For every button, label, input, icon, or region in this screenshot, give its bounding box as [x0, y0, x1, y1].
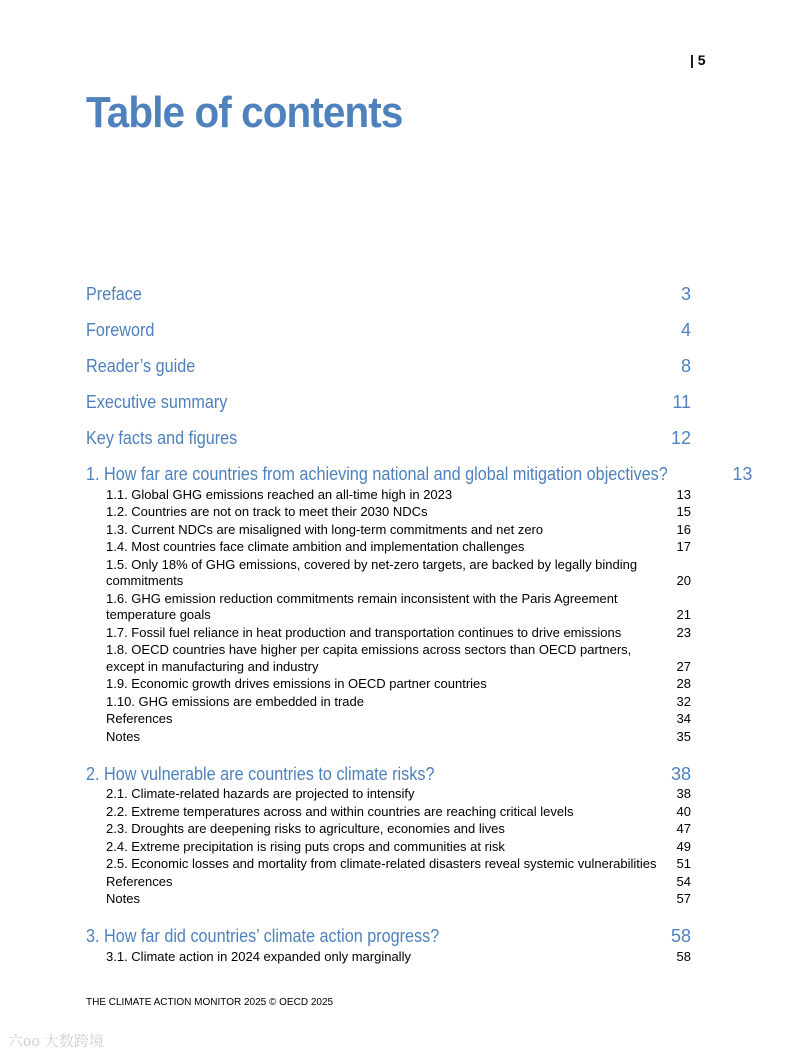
watermark: 六oo 大数跨境 — [8, 1033, 104, 1050]
section-entry[interactable] — [106, 786, 691, 804]
section-entry[interactable] — [106, 873, 691, 891]
section-page: 32 — [676, 693, 691, 709]
section-list — [86, 486, 691, 746]
toc-main-entries — [86, 280, 691, 460]
chapter-heading[interactable] — [86, 760, 691, 786]
section-entry[interactable] — [106, 948, 691, 966]
section-label: 2.5. Economic losses and mortality from climate-related disasters reveal systemic vulnerabilities — [106, 856, 657, 871]
toc-chapter — [86, 922, 691, 966]
section-page: 40 — [676, 803, 691, 819]
chapter-page: 13 — [732, 464, 753, 484]
section-page: 20 — [676, 573, 691, 588]
section-page: 35 — [676, 728, 691, 744]
section-entry[interactable] — [106, 803, 691, 821]
section-label: 1.1. Global GHG emissions reached an all-time high in 2023 — [106, 486, 453, 502]
toc-entry-page: 11 — [672, 392, 691, 412]
toc-chapter — [86, 760, 691, 909]
toc-entry-label: Reader’s guide — [86, 356, 196, 376]
section-entry[interactable] — [106, 891, 691, 909]
section-label: 3.1. Climate action in 2024 expanded only marginally — [106, 948, 411, 964]
section-label: 1.7. Fossil fuel reliance in heat production and transportation continues to drive emissions — [106, 624, 622, 640]
section-label: 1.9. Economic growth drives emissions in OECD partner countries — [106, 676, 487, 691]
section-entry[interactable] — [106, 504, 691, 522]
section-label: 1.8. OECD countries have higher per capita emissions across sectors than OECD partners, except in manufacturing and industry — [106, 642, 632, 674]
section-entry[interactable] — [106, 838, 691, 856]
section-page: 15 — [676, 504, 691, 519]
section-page: 54 — [676, 873, 691, 889]
section-page: 49 — [676, 838, 691, 854]
section-label: 2.4. Extreme precipitation is rising puts crops and communities at risk — [106, 838, 505, 854]
section-page: 34 — [676, 711, 691, 726]
toc-entry-label: Preface — [86, 284, 142, 304]
section-label: 1.2. Countries are not on track to meet their 2030 NDCs — [106, 504, 428, 519]
section-label: 2.3. Droughts are deepening risks to agriculture, economies and lives — [106, 821, 505, 836]
chapter-label: 1. How far are countries from achieving national and global mitigation objectives? — [86, 464, 668, 484]
section-entry[interactable] — [106, 676, 691, 694]
section-entry[interactable] — [106, 624, 691, 642]
section-page: 13 — [676, 486, 691, 502]
section-label: 1.3. Current NDCs are misaligned with long-term commitments and net zero — [106, 521, 544, 537]
section-entry[interactable] — [106, 521, 691, 539]
section-entry[interactable] — [106, 486, 691, 504]
toc-entry-page: 12 — [670, 428, 691, 448]
footer: THE CLIMATE ACTION MONITOR 2025 © OECD 2025 — [86, 997, 334, 1008]
toc-entry-page: 8 — [680, 356, 691, 376]
toc-entry[interactable] — [86, 424, 691, 460]
section-label: 1.5. Only 18% of GHG emissions, covered by net-zero targets, are backed by legally binding commitments — [106, 556, 638, 588]
section-entry[interactable] — [106, 821, 691, 839]
toc-entry-page: 4 — [680, 320, 691, 340]
section-list — [86, 786, 691, 909]
section-page: 57 — [676, 891, 691, 906]
chapter-page: 58 — [670, 926, 691, 946]
toc-entry-label: Executive summary — [86, 392, 228, 412]
table-of-contents — [86, 280, 753, 980]
section-page: 58 — [676, 948, 691, 964]
section-page: 17 — [676, 539, 691, 554]
section-page: 21 — [676, 607, 691, 622]
section-label: 1.4. Most countries face climate ambition and implementation challenges — [106, 539, 525, 554]
chapter-page: 38 — [670, 763, 691, 784]
section-entry[interactable] — [106, 556, 691, 590]
section-entry[interactable] — [106, 590, 691, 624]
section-page: 28 — [676, 676, 691, 691]
section-label: 1.10. GHG emissions are embedded in trade — [106, 693, 364, 709]
section-page: 16 — [676, 521, 691, 537]
chapter-heading[interactable] — [86, 922, 691, 948]
section-label: References — [106, 711, 173, 726]
section-label: 2.2. Extreme temperatures across and within countries are reaching critical levels — [106, 803, 574, 819]
chapter-heading[interactable] — [86, 460, 753, 486]
section-page: 23 — [676, 624, 691, 640]
toc-entry[interactable] — [86, 388, 691, 424]
section-label: References — [106, 873, 173, 889]
section-entry[interactable] — [106, 711, 691, 729]
toc-entry[interactable] — [86, 352, 691, 388]
section-page: 27 — [676, 658, 691, 674]
section-entry[interactable] — [106, 642, 691, 676]
chapter-label: 3. How far did countries’ climate action progress? — [86, 926, 440, 946]
toc-entry-page: 3 — [680, 284, 691, 304]
section-entry[interactable] — [106, 693, 691, 711]
section-page: 47 — [676, 821, 691, 836]
section-label: 1.6. GHG emission reduction commitments remain inconsistent with the Paris Agreement temperature goals — [106, 590, 618, 622]
page-title: Table of contents — [86, 88, 403, 137]
section-page: 51 — [676, 856, 691, 871]
chapter-label: 2. How vulnerable are countries to climate risks? — [86, 763, 435, 784]
section-page: 38 — [676, 786, 691, 801]
toc-entry-label: Key facts and figures — [86, 428, 238, 448]
toc-entry-label: Foreword — [86, 320, 155, 340]
page-number: | 5 — [690, 52, 706, 68]
section-list — [86, 948, 691, 966]
section-entry[interactable] — [106, 856, 691, 874]
toc-chapters — [86, 460, 753, 966]
toc-entry[interactable] — [86, 316, 691, 352]
section-label: Notes — [106, 728, 140, 744]
section-entry[interactable] — [106, 728, 691, 746]
section-label: 2.1. Climate-related hazards are projected to intensify — [106, 786, 415, 801]
toc-chapter — [86, 460, 753, 746]
section-label: Notes — [106, 891, 140, 906]
section-entry[interactable] — [106, 539, 691, 557]
toc-entry[interactable] — [86, 280, 691, 316]
